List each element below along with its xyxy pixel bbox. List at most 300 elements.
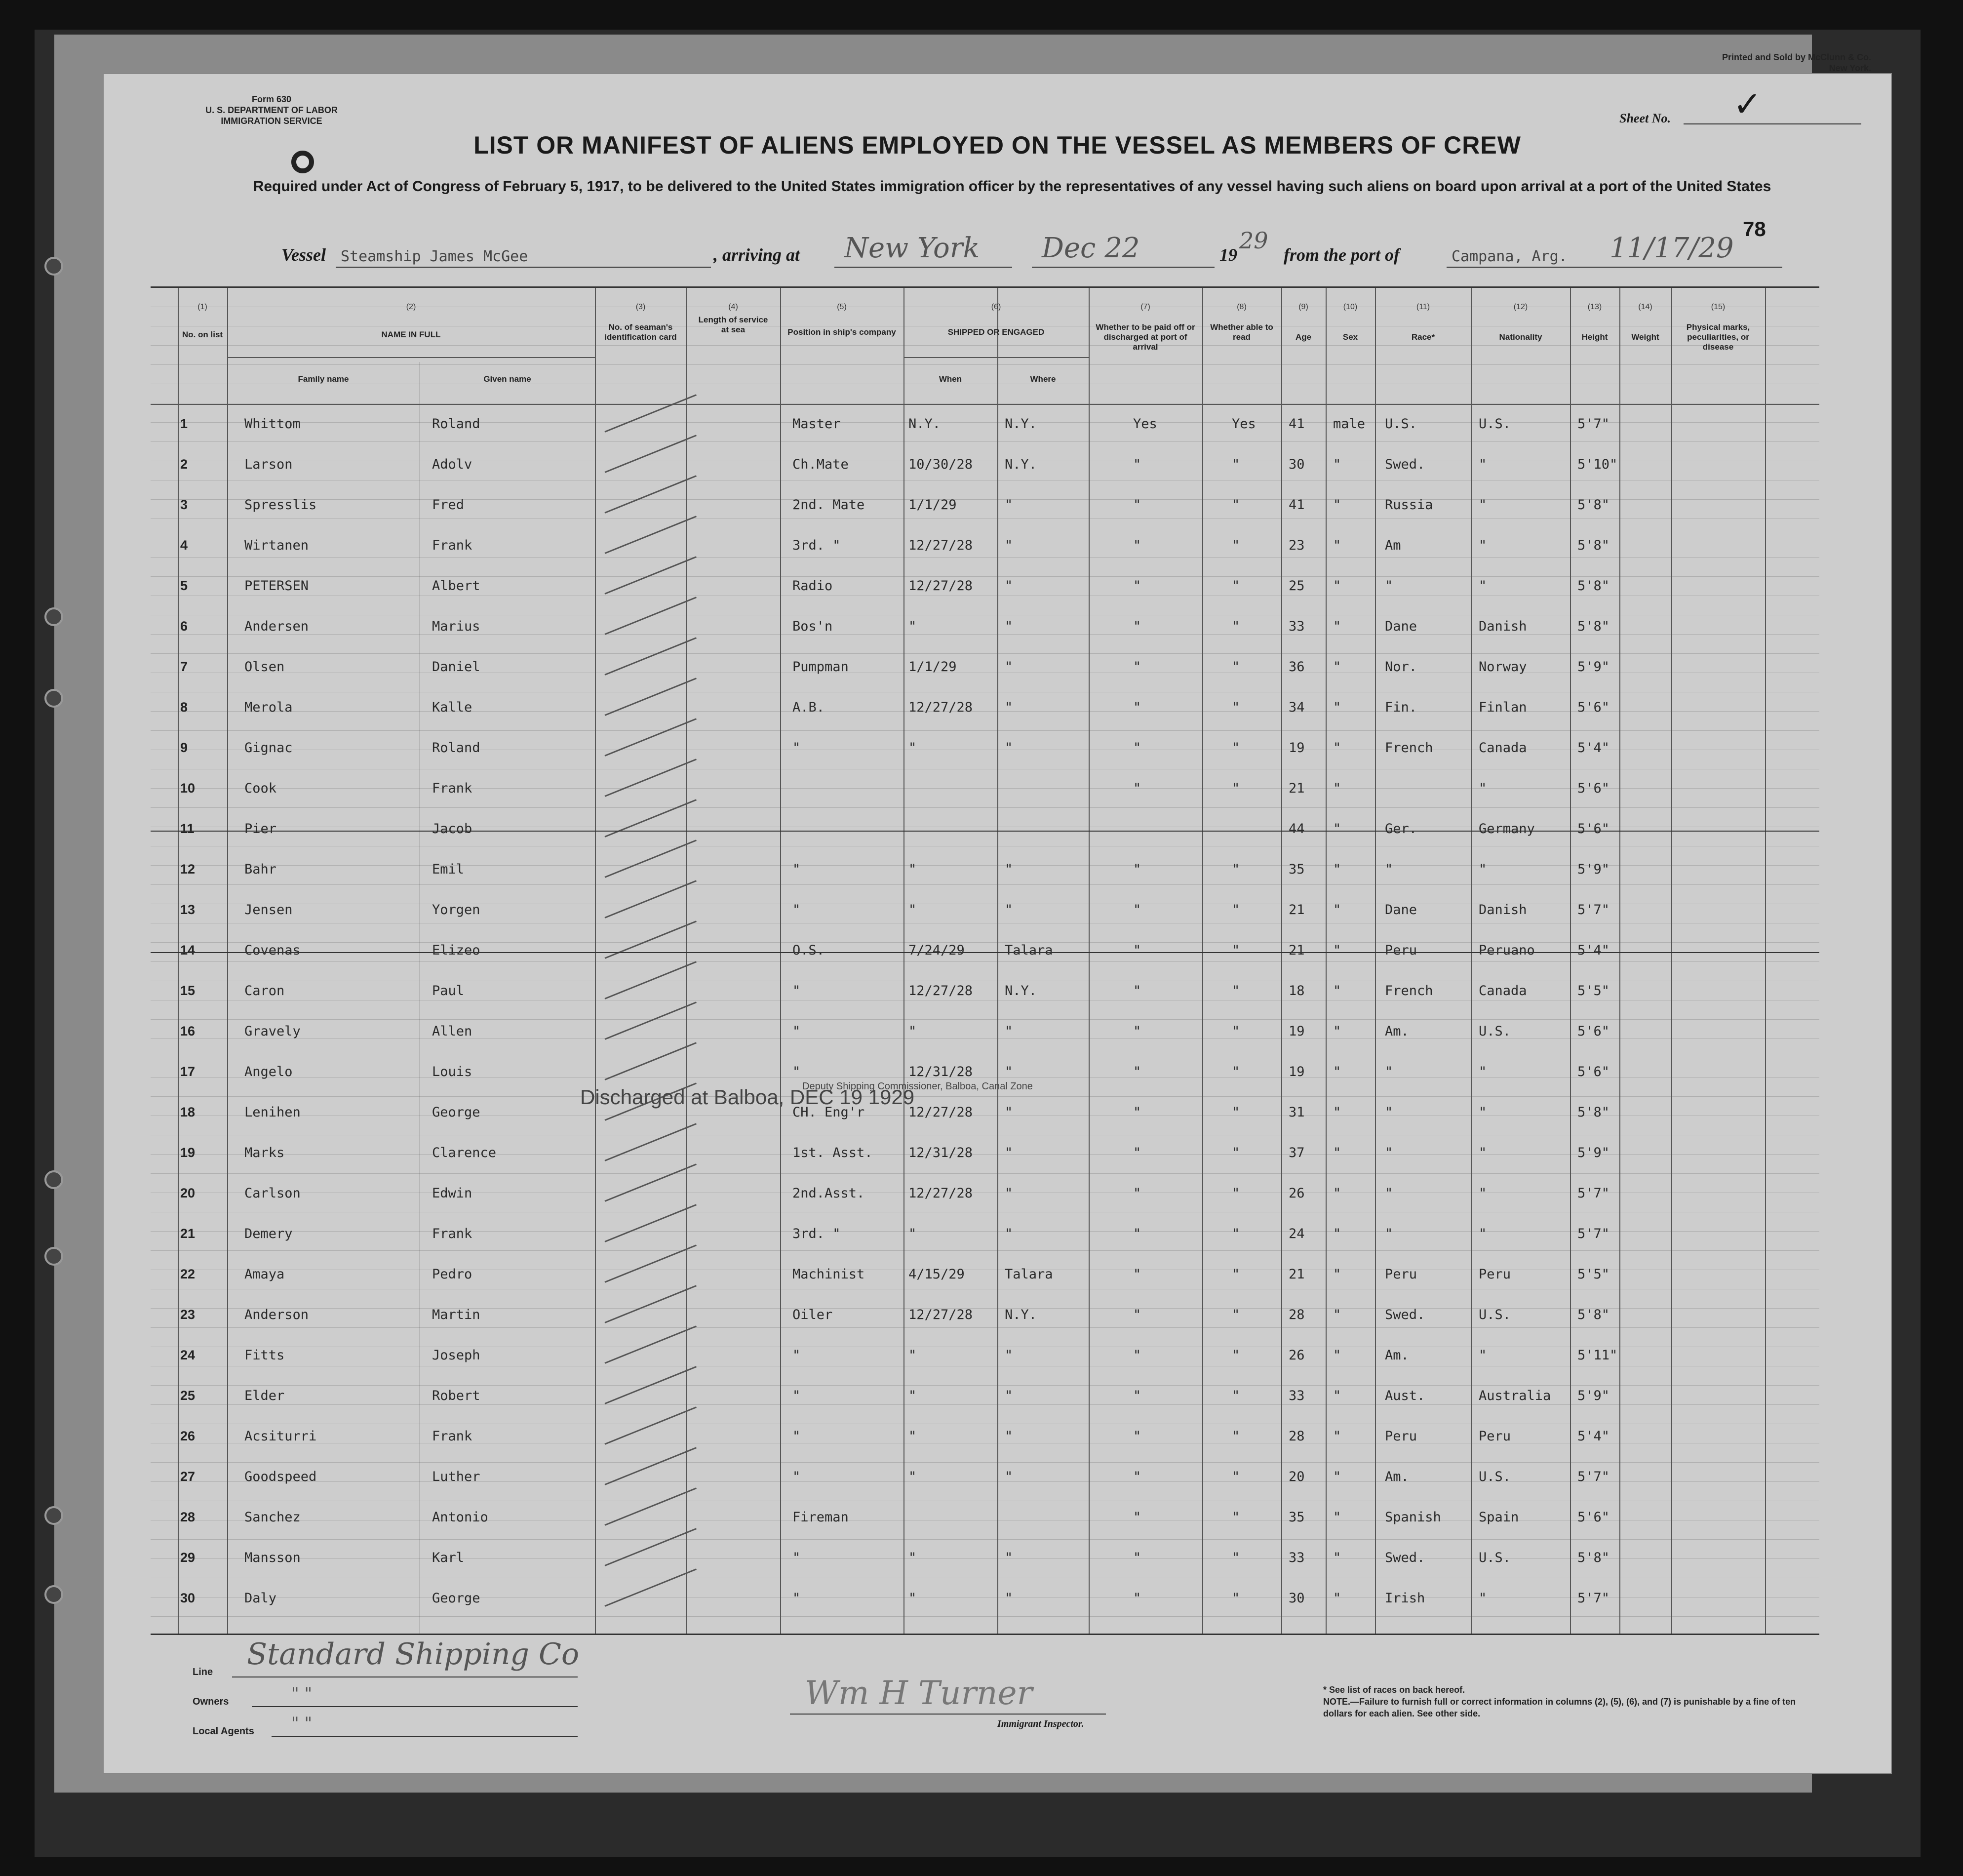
paid-off-cell: "	[1133, 1550, 1141, 1565]
able-to-read-cell: "	[1232, 1024, 1240, 1039]
col-5-header: Position in ship's company	[787, 327, 896, 337]
height-cell: 5'9"	[1577, 659, 1610, 675]
sex-cell: "	[1333, 578, 1341, 594]
sheet-no-label: Sheet No.	[1619, 111, 1671, 125]
shipped-when-cell: 12/27/28	[908, 1105, 973, 1120]
sex-cell: "	[1333, 1429, 1341, 1444]
position-cell: 3rd. "	[792, 1226, 841, 1241]
paid-off-cell: "	[1133, 619, 1141, 634]
row-number-cell: 18	[180, 1105, 196, 1119]
race-cell: "	[1385, 1145, 1393, 1160]
age-cell: 34	[1289, 700, 1305, 715]
paid-off-cell: "	[1133, 1429, 1141, 1444]
paid-off-cell: "	[1133, 862, 1141, 877]
row-number-cell: 22	[180, 1267, 196, 1281]
departure-date: 11/17/29	[1610, 232, 1734, 264]
row-number-cell: 2	[180, 457, 188, 472]
row-number-cell: 16	[180, 1024, 196, 1038]
shipped-when-cell: 12/27/28	[908, 700, 973, 715]
table-row	[151, 1095, 1819, 1133]
race-cell: French	[1385, 740, 1433, 756]
paid-off-cell: "	[1133, 740, 1141, 756]
shipped-where-cell: "	[1005, 1348, 1013, 1363]
header-bottom-line	[151, 404, 1819, 405]
height-cell: 5'6"	[1577, 700, 1610, 715]
nationality-cell: "	[1479, 578, 1487, 594]
table-row	[151, 1257, 1819, 1295]
given-name-cell: Martin	[432, 1307, 480, 1322]
age-cell: 35	[1289, 862, 1305, 877]
sex-cell: "	[1333, 740, 1341, 756]
arriving-label: , arriving at	[713, 245, 800, 265]
race-cell: U.S.	[1385, 416, 1417, 432]
sex-cell: "	[1333, 1186, 1341, 1201]
table-row	[151, 730, 1819, 769]
given-name-cell: Roland	[432, 740, 480, 756]
paid-off-cell: "	[1133, 1145, 1141, 1160]
sex-cell: "	[1333, 659, 1341, 675]
height-cell: 5'6"	[1577, 821, 1610, 837]
col-15-header: Physical marks, peculiarities, or disease	[1686, 322, 1750, 352]
shipped-when-cell: 12/27/28	[908, 1186, 973, 1201]
col-13-header: Height	[1581, 332, 1608, 342]
nationality-cell: Peruano	[1479, 943, 1535, 958]
row-number-cell: 3	[180, 497, 188, 512]
height-cell: 5'4"	[1577, 1429, 1610, 1444]
paid-off-cell: "	[1133, 1469, 1141, 1484]
nationality-cell: Danish	[1479, 619, 1527, 634]
race-cell: Irish	[1385, 1591, 1425, 1606]
paid-off-cell: "	[1133, 578, 1141, 594]
row-number-cell: 17	[180, 1064, 196, 1079]
row-number-cell: 8	[180, 700, 188, 715]
family-name-header: Family name	[298, 374, 349, 384]
height-cell: 5'11"	[1577, 1348, 1618, 1363]
family-name-cell: Jensen	[244, 902, 293, 918]
age-cell: 37	[1289, 1145, 1305, 1160]
from-port-label: from the port of	[1284, 245, 1400, 265]
position-cell: "	[792, 740, 801, 756]
shipped-where-cell: N.Y.	[1005, 457, 1037, 472]
table-row	[151, 649, 1819, 688]
col-11-header: Race*	[1411, 332, 1435, 342]
race-cell: Peru	[1385, 1267, 1417, 1282]
race-cell: Am.	[1385, 1469, 1409, 1484]
age-cell: 28	[1289, 1307, 1305, 1322]
paid-off-cell: "	[1133, 943, 1141, 958]
able-to-read-cell: "	[1232, 700, 1240, 715]
position-cell: Fireman	[792, 1510, 849, 1525]
sex-cell: "	[1333, 538, 1341, 553]
able-to-read-cell: "	[1232, 1510, 1240, 1525]
family-name-cell: Bahr	[244, 862, 277, 877]
shipped-where-cell: "	[1005, 538, 1013, 553]
given-name-cell: Fred	[432, 497, 465, 513]
able-to-read-cell: "	[1232, 740, 1240, 756]
able-to-read-cell: "	[1232, 1226, 1240, 1241]
inspector-label: Immigrant Inspector.	[997, 1718, 1084, 1729]
row-number-cell: 15	[180, 983, 196, 998]
nationality-cell: U.S.	[1479, 416, 1511, 432]
binder-hole	[44, 607, 63, 626]
nationality-cell: "	[1479, 1145, 1487, 1160]
col-3-header: No. of seaman's identification card	[604, 322, 677, 342]
shipped-where-cell: "	[1005, 902, 1013, 918]
race-cell: "	[1385, 1226, 1393, 1241]
shipped-when-cell: "	[908, 1469, 917, 1484]
owners-line	[252, 1706, 578, 1707]
age-cell: 41	[1289, 416, 1305, 432]
age-cell: 33	[1289, 1388, 1305, 1403]
height-cell: 5'5"	[1577, 983, 1610, 998]
family-name-cell: Fitts	[244, 1348, 285, 1363]
age-cell: 19	[1289, 740, 1305, 756]
shipped-where-cell: "	[1005, 1145, 1013, 1160]
sex-cell: "	[1333, 781, 1341, 796]
row-number-cell: 29	[180, 1550, 196, 1565]
height-cell: 5'8"	[1577, 1307, 1610, 1322]
position-cell: A.B.	[792, 700, 825, 715]
row-number-cell: 14	[180, 943, 196, 958]
position-cell: "	[792, 1388, 801, 1403]
race-cell: Nor.	[1385, 659, 1417, 675]
shipped-where-cell: N.Y.	[1005, 416, 1037, 432]
shipped-where-cell: "	[1005, 1105, 1013, 1120]
year-prefix: 19	[1219, 245, 1237, 265]
race-cell: Peru	[1385, 1429, 1417, 1444]
shipped-where-cell: "	[1005, 1469, 1013, 1484]
table-row	[151, 1378, 1819, 1417]
sheet-no-line	[1684, 123, 1861, 124]
age-cell: 31	[1289, 1105, 1305, 1120]
from-port-line	[1447, 267, 1782, 268]
family-name-cell: Cook	[244, 781, 277, 796]
arriving-port-line	[834, 267, 1012, 268]
family-name-cell: Acsiturri	[244, 1429, 317, 1444]
family-name-cell: Merola	[244, 700, 293, 715]
shipped-when-cell: "	[908, 1348, 917, 1363]
height-cell: 5'9"	[1577, 1388, 1610, 1403]
shipped-where-cell: "	[1005, 1388, 1013, 1403]
age-cell: 30	[1289, 457, 1305, 472]
col-9-header: Age	[1295, 332, 1312, 342]
paid-off-cell: "	[1133, 1267, 1141, 1282]
shipped-when-cell: "	[908, 1388, 917, 1403]
height-cell: 5'7"	[1577, 1469, 1610, 1484]
binder-hole	[44, 257, 63, 276]
shipped-where-cell: "	[1005, 659, 1013, 675]
given-name-cell: Frank	[432, 781, 472, 796]
nationality-cell: Peru	[1479, 1429, 1511, 1444]
strike-through-line	[151, 952, 1819, 953]
shipped-when-cell: 1/1/29	[908, 497, 957, 513]
age-cell: 44	[1289, 821, 1305, 837]
arriving-port: New York	[844, 232, 980, 264]
height-cell: 5'7"	[1577, 1591, 1610, 1606]
given-name-cell: Louis	[432, 1064, 472, 1079]
paid-off-cell: "	[1133, 1186, 1141, 1201]
nationality-cell: "	[1479, 457, 1487, 472]
page-number: 78	[1743, 217, 1766, 240]
race-cell: Fin.	[1385, 700, 1417, 715]
family-name-cell: Larson	[244, 457, 293, 472]
sex-cell: "	[1333, 1550, 1341, 1565]
able-to-read-cell: "	[1232, 902, 1240, 918]
sex-cell: "	[1333, 1105, 1341, 1120]
shipped-where-cell: "	[1005, 700, 1013, 715]
able-to-read-cell: "	[1232, 862, 1240, 877]
shipped-when-cell: 12/27/28	[908, 538, 973, 553]
paid-off-cell: "	[1133, 1388, 1141, 1403]
sex-cell: "	[1333, 1388, 1341, 1403]
shipped-when-cell: "	[908, 740, 917, 756]
given-name-cell: Frank	[432, 1429, 472, 1444]
sex-cell: "	[1333, 902, 1341, 918]
race-cell: "	[1385, 1064, 1393, 1079]
sex-cell: "	[1333, 457, 1341, 472]
row-number-cell: 28	[180, 1510, 196, 1524]
sex-cell: "	[1333, 1024, 1341, 1039]
sex-cell: "	[1333, 700, 1341, 715]
nationality-cell: Canada	[1479, 983, 1527, 998]
sex-cell: "	[1333, 862, 1341, 877]
discharge-stamp: Discharged at Balboa, DEC 19 1929	[580, 1085, 915, 1109]
check-tick-mark	[604, 394, 697, 433]
shipped-where-cell: "	[1005, 619, 1013, 634]
shipped-when-cell: "	[908, 619, 917, 634]
shipped-when-header: When	[939, 374, 962, 384]
document-title: LIST OR MANIFEST OF ALIENS EMPLOYED ON THE VESSEL AS MEMBERS OF CREW	[473, 131, 1521, 159]
position-cell: 2nd.Asst.	[792, 1186, 865, 1201]
nationality-cell: Canada	[1479, 740, 1527, 756]
height-cell: 5'7"	[1577, 1186, 1610, 1201]
height-cell: 5'8"	[1577, 619, 1610, 634]
shipped-when-cell: 7/24/29	[908, 943, 965, 958]
given-name-cell: George	[432, 1105, 480, 1120]
family-name-cell: Pier	[244, 821, 277, 837]
table-row	[151, 973, 1819, 1012]
col-11-number: (11)	[1416, 303, 1430, 311]
binder-hole	[44, 1247, 63, 1266]
race-cell: "	[1385, 578, 1393, 594]
race-cell: Russia	[1385, 497, 1433, 513]
family-name-cell: Goodspeed	[244, 1469, 317, 1484]
sex-cell: "	[1333, 1348, 1341, 1363]
table-row	[151, 568, 1819, 607]
family-name-cell: Mansson	[244, 1550, 301, 1565]
height-cell: 5'7"	[1577, 902, 1610, 918]
paid-off-cell: "	[1133, 700, 1141, 715]
race-cell: Swed.	[1385, 1307, 1425, 1322]
sex-cell: "	[1333, 1267, 1341, 1282]
sex-cell: "	[1333, 983, 1341, 998]
race-cell: "	[1385, 1186, 1393, 1201]
row-number-cell: 20	[180, 1186, 196, 1200]
given-name-cell: Jacob	[432, 821, 472, 837]
col-2-number: (2)	[406, 303, 416, 311]
row-number-cell: 6	[180, 619, 188, 634]
given-name-cell: Frank	[432, 538, 472, 553]
age-cell: 18	[1289, 983, 1305, 998]
age-cell: 19	[1289, 1024, 1305, 1039]
shipped-when-cell: 12/27/28	[908, 983, 973, 998]
race-cell: Aust.	[1385, 1388, 1425, 1403]
table-row	[151, 1419, 1819, 1457]
position-cell: "	[792, 1550, 801, 1565]
races-note: * See list of races on back hereof.	[1323, 1685, 1465, 1695]
position-cell: "	[792, 1064, 801, 1079]
given-name-cell: Clarence	[432, 1145, 497, 1160]
given-name-cell: Roland	[432, 416, 480, 432]
sex-cell: "	[1333, 943, 1341, 958]
col-7-header: Whether to be paid off or discharged at port of arrival	[1096, 322, 1195, 352]
paid-off-cell: "	[1133, 1024, 1141, 1039]
table-row	[151, 1338, 1819, 1376]
shipped-when-cell: 1/1/29	[908, 659, 957, 675]
given-name-cell: Daniel	[432, 659, 480, 675]
vessel-name-line	[336, 267, 711, 268]
paid-off-cell: "	[1133, 659, 1141, 675]
col-6-number: (6)	[991, 303, 1001, 311]
age-cell: 19	[1289, 1064, 1305, 1079]
position-cell: "	[792, 1429, 801, 1444]
age-cell: 21	[1289, 1267, 1305, 1282]
inspector-line	[790, 1714, 1106, 1715]
row-number-cell: 5	[180, 578, 188, 593]
sex-cell: "	[1333, 1145, 1341, 1160]
race-cell: Swed.	[1385, 457, 1425, 472]
height-cell: 5'9"	[1577, 1145, 1610, 1160]
owners-value: " "	[291, 1684, 313, 1704]
shipped-when-cell: "	[908, 1550, 917, 1565]
binder-hole	[44, 689, 63, 708]
age-cell: 33	[1289, 1550, 1305, 1565]
col-1-number: (1)	[197, 303, 207, 311]
given-name-cell: Albert	[432, 578, 480, 594]
sex-cell: male	[1333, 416, 1366, 432]
age-cell: 41	[1289, 497, 1305, 513]
paid-off-cell: "	[1133, 1105, 1141, 1120]
position-cell: "	[792, 1591, 801, 1606]
shipped-where-cell: "	[1005, 1064, 1013, 1079]
position-cell: Pumpman	[792, 659, 849, 675]
age-cell: 21	[1289, 781, 1305, 796]
nationality-cell: Australia	[1479, 1388, 1551, 1403]
nationality-cell: U.S.	[1479, 1469, 1511, 1484]
nationality-cell: "	[1479, 1064, 1487, 1079]
shipped-when-cell: 12/27/28	[908, 1307, 973, 1322]
nationality-cell: "	[1479, 497, 1487, 513]
family-name-cell: Demery	[244, 1226, 293, 1241]
height-cell: 5'7"	[1577, 416, 1610, 432]
col-13-number: (13)	[1587, 303, 1602, 311]
able-to-read-cell: "	[1232, 1469, 1240, 1484]
able-to-read-cell: "	[1232, 1105, 1240, 1120]
nationality-cell: Norway	[1479, 659, 1527, 675]
height-cell: 5'6"	[1577, 1510, 1610, 1525]
given-name-cell: Marius	[432, 619, 480, 634]
family-name-cell: Marks	[244, 1145, 285, 1160]
nationality-cell: "	[1479, 538, 1487, 553]
position-cell: Bos'n	[792, 619, 833, 634]
shipped-where-cell: "	[1005, 497, 1013, 513]
position-cell: Ch.Mate	[792, 457, 849, 472]
shipped-where-cell: "	[1005, 1591, 1013, 1606]
family-name-cell: PETERSEN	[244, 578, 309, 594]
height-cell: 5'4"	[1577, 740, 1610, 756]
height-cell: 5'7"	[1577, 1226, 1610, 1241]
family-name-cell: Angelo	[244, 1064, 293, 1079]
shipped-when-cell: "	[908, 1024, 917, 1039]
shipped-where-cell: N.Y.	[1005, 983, 1037, 998]
crew-table	[151, 286, 1819, 1635]
shipped-when-cell: "	[908, 1429, 917, 1444]
table-row	[151, 933, 1819, 971]
position-cell: Oiler	[792, 1307, 833, 1322]
position-cell: "	[792, 862, 801, 877]
able-to-read-cell: "	[1232, 1429, 1240, 1444]
paid-off-cell: "	[1133, 1591, 1141, 1606]
year-suffix: 29	[1239, 227, 1268, 254]
age-cell: 24	[1289, 1226, 1305, 1241]
table-row	[151, 1459, 1819, 1498]
family-name-cell: Carlson	[244, 1186, 301, 1201]
family-name-cell: Andersen	[244, 619, 309, 634]
paid-off-cell: "	[1133, 983, 1141, 998]
given-name-cell: Robert	[432, 1388, 480, 1403]
shipped-where-cell: Talara	[1005, 1267, 1053, 1282]
able-to-read-cell: "	[1232, 781, 1240, 796]
col-1-header: No. on list	[182, 330, 223, 339]
table-row	[151, 1176, 1819, 1214]
col-6-header: SHIPPED OR ENGAGED	[947, 327, 1045, 337]
given-name-cell: Allen	[432, 1024, 472, 1039]
able-to-read-cell: "	[1232, 943, 1240, 958]
shipped-when-cell: 12/27/28	[908, 578, 973, 594]
race-cell: Ger.	[1385, 821, 1417, 837]
row-number-cell: 21	[180, 1226, 196, 1241]
given-name-cell: Karl	[432, 1550, 465, 1565]
shipped-where-cell: "	[1005, 1550, 1013, 1565]
nationality-cell: "	[1479, 1348, 1487, 1363]
height-cell: 5'8"	[1577, 578, 1610, 594]
shipped-when-cell: 4/15/29	[908, 1267, 965, 1282]
binder-hole	[44, 1585, 63, 1604]
row-number-cell: 4	[180, 538, 188, 553]
position-cell: "	[792, 1348, 801, 1363]
able-to-read-cell: "	[1232, 1591, 1240, 1606]
position-cell: Master	[792, 416, 841, 432]
shipped-when-cell: 12/31/28	[908, 1145, 973, 1160]
manifest-page	[104, 74, 1891, 1773]
position-cell: "	[792, 1469, 801, 1484]
able-to-read-cell: "	[1232, 457, 1240, 472]
age-cell: 35	[1289, 1510, 1305, 1525]
col-3-number: (3)	[635, 303, 646, 311]
sex-cell: "	[1333, 1591, 1341, 1606]
age-cell: 21	[1289, 943, 1305, 958]
sex-cell: "	[1333, 1469, 1341, 1484]
shipped-when-cell: "	[908, 902, 917, 918]
height-cell: 5'8"	[1577, 1550, 1610, 1565]
sex-cell: "	[1333, 1307, 1341, 1322]
position-cell: CH. Eng'r	[792, 1105, 865, 1120]
shipped-when-cell: N.Y.	[908, 416, 941, 432]
col-8-number: (8)	[1237, 303, 1247, 311]
col-10-number: (10)	[1343, 303, 1358, 311]
row-number-cell: 1	[180, 416, 188, 431]
line-label: Line	[193, 1667, 213, 1677]
